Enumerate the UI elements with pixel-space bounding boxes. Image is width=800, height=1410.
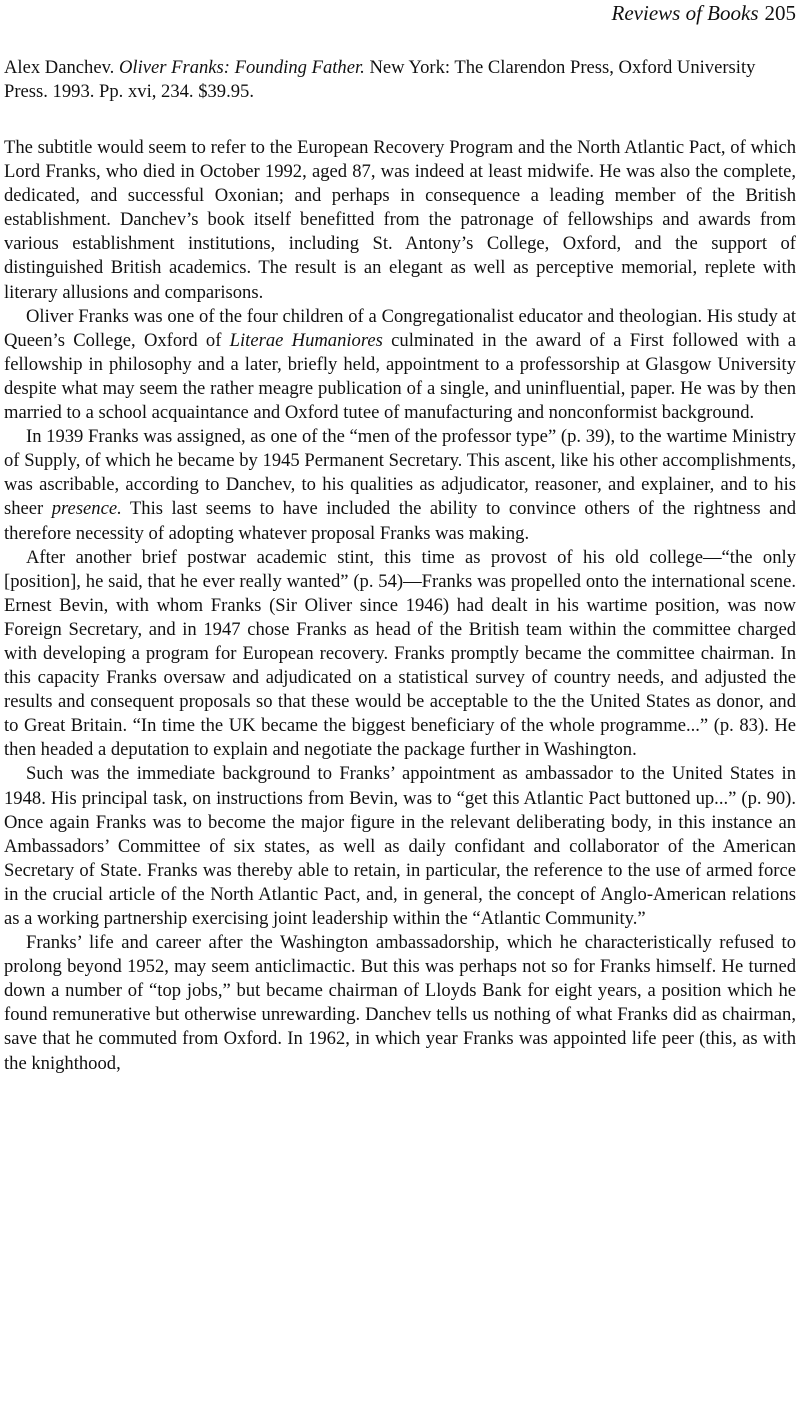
citation-author: Alex Danchev.	[4, 57, 115, 78]
paragraph-3-part-b: This last seems to have included the ability to convince others of the rightness and therefore necessity of adopting whatever proposal Franks was making.	[4, 498, 796, 544]
running-head	[612, 0, 796, 26]
running-head-title: Reviews of Books	[611, 1, 759, 25]
page-number: 205	[764, 1, 796, 25]
paragraph-3-italic: presence.	[51, 498, 122, 520]
paragraph-5: Such was the immediate background to Franks’ appointment as ambassador to the United States in 1948. His principal task, on instructions from Bevin, was to “get this Atlantic Pact buttoned up...” (p. 90). Once again Franks was to become the major figure in the relevant deliberating body, in this instance an Ambassadors’ Committee of six states, as well as daily confidant and collaborator of the American Secretary of State. Franks was thereby able to retain, in particular, the reference to the use of armed force in the crucial article of the North Atlantic Pact, and, in general, the concept of Anglo-American relations as a working partnership exercising joint leadership within the “Atlantic Community.”	[4, 763, 796, 929]
paragraph-2-part-a: Oliver Franks was one of the four children of a Congregationalist educator and theologian. His study at Queen’s College, Oxford of	[4, 305, 796, 351]
paragraph-3-part-a: In 1939 Franks was assigned, as one of the “men of the professor type” (p. 39), to the wartime Ministry of Supply, of which he became by 1945 Permanent Secretary. This ascent, like his other accomplishments, was ascribable, according to Danchev, to his qualities as adjudicator, reasoner, and explainer, and to his sheer	[4, 426, 796, 520]
paragraph-2	[4, 305, 796, 425]
book-citation	[4, 56, 794, 104]
paragraph-6: Franks’ life and career after the Washington ambassadorship, which he characteristically refused to prolong beyond 1952, may seem anticlimactic. But this was perhaps not so for Franks himself. He turned down a number of “top jobs,” but became chairman of Lloyds Bank for eight years, a position which he found remunerative but otherwise unrewarding. Danchev tells us nothing of what Franks did as chairman, save that he commuted from Oxford. In 1962, in which year Franks was appointed life peer (this, as with the knighthood,	[4, 932, 796, 1074]
paragraph-3	[4, 425, 796, 545]
paragraph-1: The subtitle would seem to refer to the European Recovery Program and the North Atlantic Pact, of which Lord Franks, who died in October 1992, aged 87, was indeed at least midwife. He was also the complete, dedicated, and successful Oxonian; and perhaps in consequence a leading member of the British establishment. Danchev’s book itself benefitted from the patronage of fellowships and awards from various establishment institutions, including St. Antony’s College, Oxford, and the support of distinguished British academics. The result is an elegant as well as perceptive memorial, replete with literary allusions and comparisons.	[4, 137, 796, 303]
paragraph-2-part-b: culminated in the award of a First followed with a fellowship in philosophy and a later, briefly held, appointment to a professorship at Glasgow University despite what may seem the rather meagre publication of a single, and uninfluential, paper. He was by then married to a school acquaintance and Oxford tutee of manufacturing and nonconformist background.	[4, 329, 797, 424]
paragraph-2-italic: Literae Humaniores	[229, 329, 383, 351]
citation-book-title: Oliver Franks: Founding Father.	[118, 57, 365, 78]
citation-publisher: New York: The Clarendon Press, Oxford University Press. 1993. Pp. xvi, 234. $39.95.	[4, 57, 756, 102]
paragraph-4: After another brief postwar academic stint, this time as provost of his old college—“the only [position], he said, that he ever really wanted” (p. 54)—Franks was propelled onto the international scene. Ernest Bevin, with whom Franks (Sir Oliver since 1946) had dealt in his wartime position, was now Foreign Secretary, and in 1947 chose Franks as head of the British team within the committee charged with developing a program for European recovery. Franks promptly became the committee chairman. In this capacity Franks oversaw and adjudicated on a statistical survey of country needs, and adjusted the results and consequent proposals so that these would be acceptable to the the United States as donor, and to Great Britain. “In time the UK became the biggest beneficiary of the whole programme...” (p. 83). He then headed a deputation to explain and negotiate the package further in Washington.	[4, 546, 796, 761]
review-body	[4, 136, 796, 1076]
